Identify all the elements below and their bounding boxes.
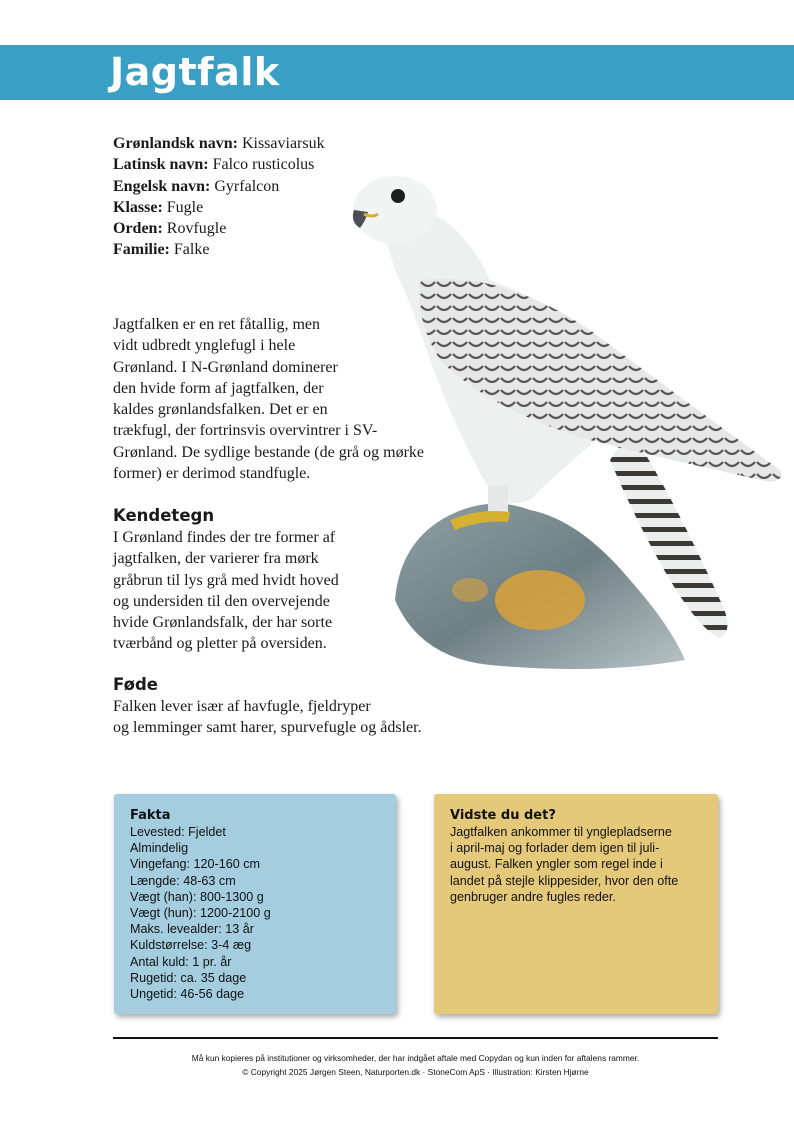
name-row-order: Orden: Rovfugle [113,220,227,238]
vidste-line: landet på stejle klippesider, hvor den ofte [450,873,679,888]
fakta-line: Almindelig [130,841,189,856]
footer [113,1051,718,1079]
fakta-line: Vægt (hun): 1200-2100 g [130,906,271,921]
footer-divider [113,1037,718,1039]
vidste-line: genbruger andre fugles reder. [450,889,616,904]
footer-copyright: © Copyright 2025 Jørgen Steen, Naturporten.dk · StoneCom ApS · Illustration: Kirsten Hjørne [242,1067,589,1077]
vidste-du-det-box [434,794,718,1014]
fakta-line: Maks. levealder: 13 år [130,922,254,937]
fakta-line: Antal kuld: 1 pr. år [130,954,232,969]
vidste-line: i april-maj og forlader dem igen til juli- [450,841,660,856]
fakta-line: Rugetid: ca. 35 dage [130,970,247,985]
vidste-line: Jagtfalken ankommer til ynglepladserne [450,825,672,839]
page-title: Jagtfalk [110,50,280,94]
name-row-english: Engelsk navn: Gyrfalcon [113,177,280,195]
kendetegn-heading: Kendetegn [113,506,215,525]
fakta-box [114,794,396,1014]
fakta-line: Vægt (han): 800-1300 g [130,889,264,904]
footer-license: Må kun kopieres på institutioner og virksomheder, der har indgået aftale med Copydan og kun inden for aftalens rammer. [191,1053,640,1063]
fakta-line: Levested: Fjeldet [130,825,226,839]
fakta-heading: Fakta [130,808,171,823]
fakta-line: Kuldstørrelse: 3-4 æg [130,938,252,953]
name-row-latin: Latinsk navn: Falco rusticolus [113,156,315,174]
vidste-line: august. Falken yngler som regel inde i [450,857,663,872]
foede-paragraph: Falken lever især af havfugle, fjeldryper og lemminger samt harer, spurvefugle og ådsler. [113,698,422,737]
intro-paragraph: Jagtfalken er en ret fåtallig, men vidt udbredt ynglefugl i hele Grønland. I N-Grønland dominerer den hvide form af jagtfalken, der kaldes grønlandsfalken. Det er en trækfugl, der fortrinsvis overvintrer i SV- Grønland. De sydlige bestande (de grå og mørke former) er derimod standfugle. [113,316,425,483]
fakta-line: Vingefang: 120-160 cm [130,857,260,872]
fakta-line: Ungetid: 46-56 dage [130,987,245,1002]
species-names [113,133,325,261]
kendetegn-paragraph: I Grønland findes der tre former af jagtfalken, der varierer fra mørk gråbrun til lys grå med hvidt hoved og undersiden til den overvejende hvide Grønlandsfalk, der har sorte tværbånd og pletter på oversiden. [113,529,339,653]
name-row-greenlandic: Grønlandsk navn: Kissaviarsuk [113,135,325,152]
fakta-line: Længde: 48-63 cm [130,873,236,888]
name-row-class: Klasse: Fugle [113,198,204,216]
foede-heading: Føde [113,675,158,694]
name-row-family: Familie: Falke [113,241,210,259]
vidste-heading: Vidste du det? [450,808,556,823]
